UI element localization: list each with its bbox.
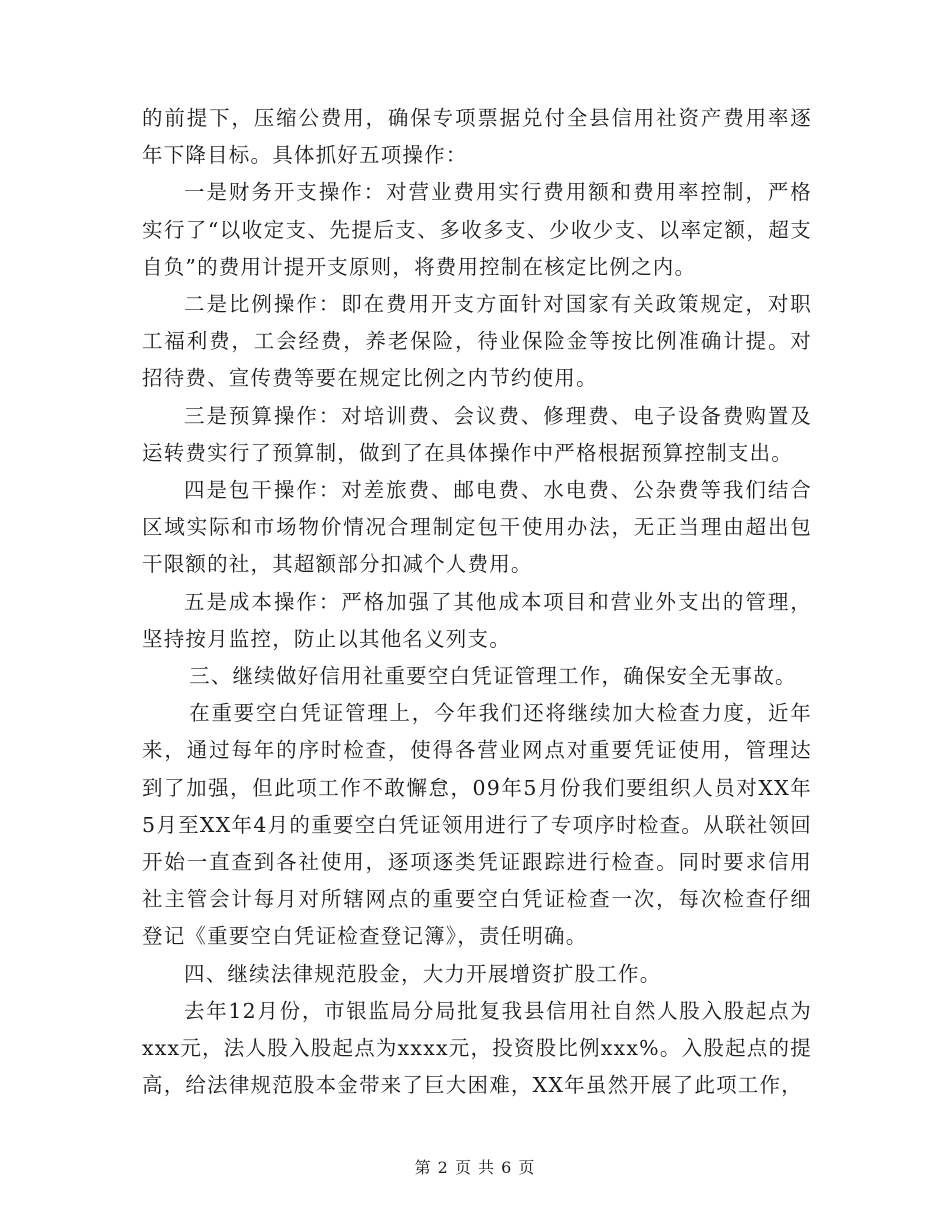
paragraph-item-3: 三是预算操作：对培训费、会议费、修理费、电子设备费购置及运转费实行了预算制，做到了在具体操作中严格根据预算控制支出。 <box>142 403 812 465</box>
paragraph-item-1: 一是财务开支操作：对营业费用实行费用额和费用率控制，严格实行了“以收定支、先提后支、多收多支、少收少支、以率定额，超支自负”的费用计提开支原则，将费用控制在核定比例之内。 <box>142 180 812 279</box>
page-footer <box>0 1155 950 1178</box>
paragraph-section-3-body: 在重要空白凭证管理上，今年我们还将继续加大检查力度，近年来，通过每年的序时检查，使得各营业网点对重要凭证使用，管理达到了加强，但此项工作不敢懈怠，09年5月份我们要组织人员对XX年5月至XX年4月的重要空白凭证领用进行了专项序时检查。从联社领回开始一直查到各社使用，逐项逐类凭证跟踪进行检查。同时要求信用社主管会计每月对所辖网点的重要空白凭证检查一次，每次检查仔细登记《重要空白凭证检查登记簿》，责任明确。 <box>142 701 812 949</box>
paragraph-item-5: 五是成本操作：严格加强了其他成本项目和营业外支出的管理，坚持按月监控，防止以其他名义列支。 <box>142 589 812 651</box>
section-heading-4: 四、继续法律规范股金，大力开展增资扩股工作。 <box>184 961 662 986</box>
section-heading-3: 三、继续做好信用社重要空白凭证管理工作，确保安全无事故。 <box>189 664 797 689</box>
page-number: 第 2 页 共 6 页 <box>414 1158 536 1177</box>
paragraph-intro: 的前提下，压缩公费用，确保专项票据兑付全县信用社资产费用率逐年下降目标。具体抓好五项操作： <box>142 106 812 168</box>
paragraph-item-2: 二是比例操作：即在费用开支方面针对国家有关政策规定，对职工福利费，工会经费，养老保险，待业保险金等按比例准确计提。对招待费、宣传费等要在规定比例之内节约使用。 <box>142 292 812 391</box>
paragraph-item-4: 四是包干操作：对差旅费、邮电费、水电费、公杂费等我们结合区域实际和市场物价情况合理制定包干使用办法，无正当理由超出包干限额的社，其超额部分扣减个人费用。 <box>142 478 812 577</box>
document-body <box>142 100 812 1104</box>
paragraph-section-4-body: 去年12月份，市银监局分局批复我县信用社自然人股入股起点为xxx元，法人股入股起点为xxxx元，投资股比例xxx%。入股起点的提高，给法律规范股本金带来了巨大困难，XX年虽然开展了此项工作， <box>142 998 812 1098</box>
